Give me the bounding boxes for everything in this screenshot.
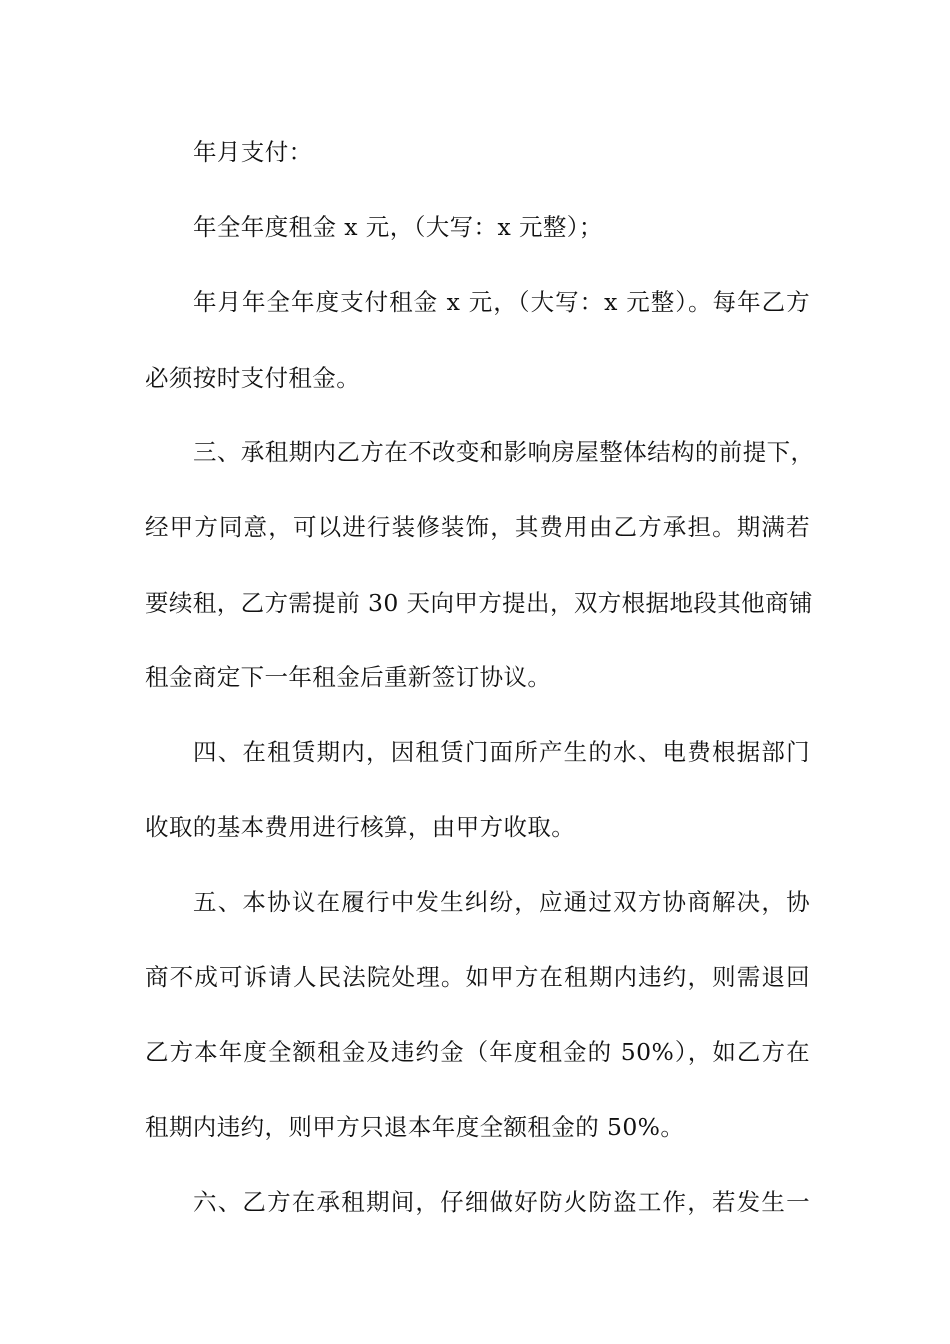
text-line: 五、本协议在履行中发生纠纷，应通过双方协商解决，协: [193, 888, 810, 916]
text-line: 租金商定下一年租金后重新签订协议。: [145, 663, 552, 691]
text-line: 四、在租赁期内，因租赁门面所产生的水、电费根据部门: [193, 738, 810, 766]
text-line: 三、承租期内乙方在不改变和影响房屋整体结构的前提下，: [193, 438, 815, 466]
text-line: 商不成可诉请人民法院处理。如甲方在租期内违约，则需退回: [145, 963, 810, 991]
text-line: 要续租，乙方需提前 30 天向甲方提出，双方根据地段其他商铺: [145, 589, 813, 617]
text-line: 租期内违约，则甲方只退本年度全额租金的 50%。: [145, 1113, 685, 1141]
text-line: 六、乙方在承租期间，仔细做好防火防盗工作，若发生一: [193, 1188, 810, 1216]
text-line: 年月年全年度支付租金 x 元，（大写：x 元整）。每年乙方: [193, 288, 810, 316]
text-line: 必须按时支付租金。: [145, 364, 361, 392]
text-line: 年月支付：: [193, 138, 313, 166]
text-line: 经甲方同意，可以进行装修装饰，其费用由乙方承担。期满若: [145, 513, 810, 541]
text-line: 收取的基本费用进行核算，由甲方收取。: [145, 813, 576, 841]
text-line: 乙方本年度全额租金及违约金（年度租金的 50%），如乙方在: [145, 1038, 810, 1066]
text-line: 年全年度租金 x 元，（大写：x 元整）；: [193, 213, 603, 241]
